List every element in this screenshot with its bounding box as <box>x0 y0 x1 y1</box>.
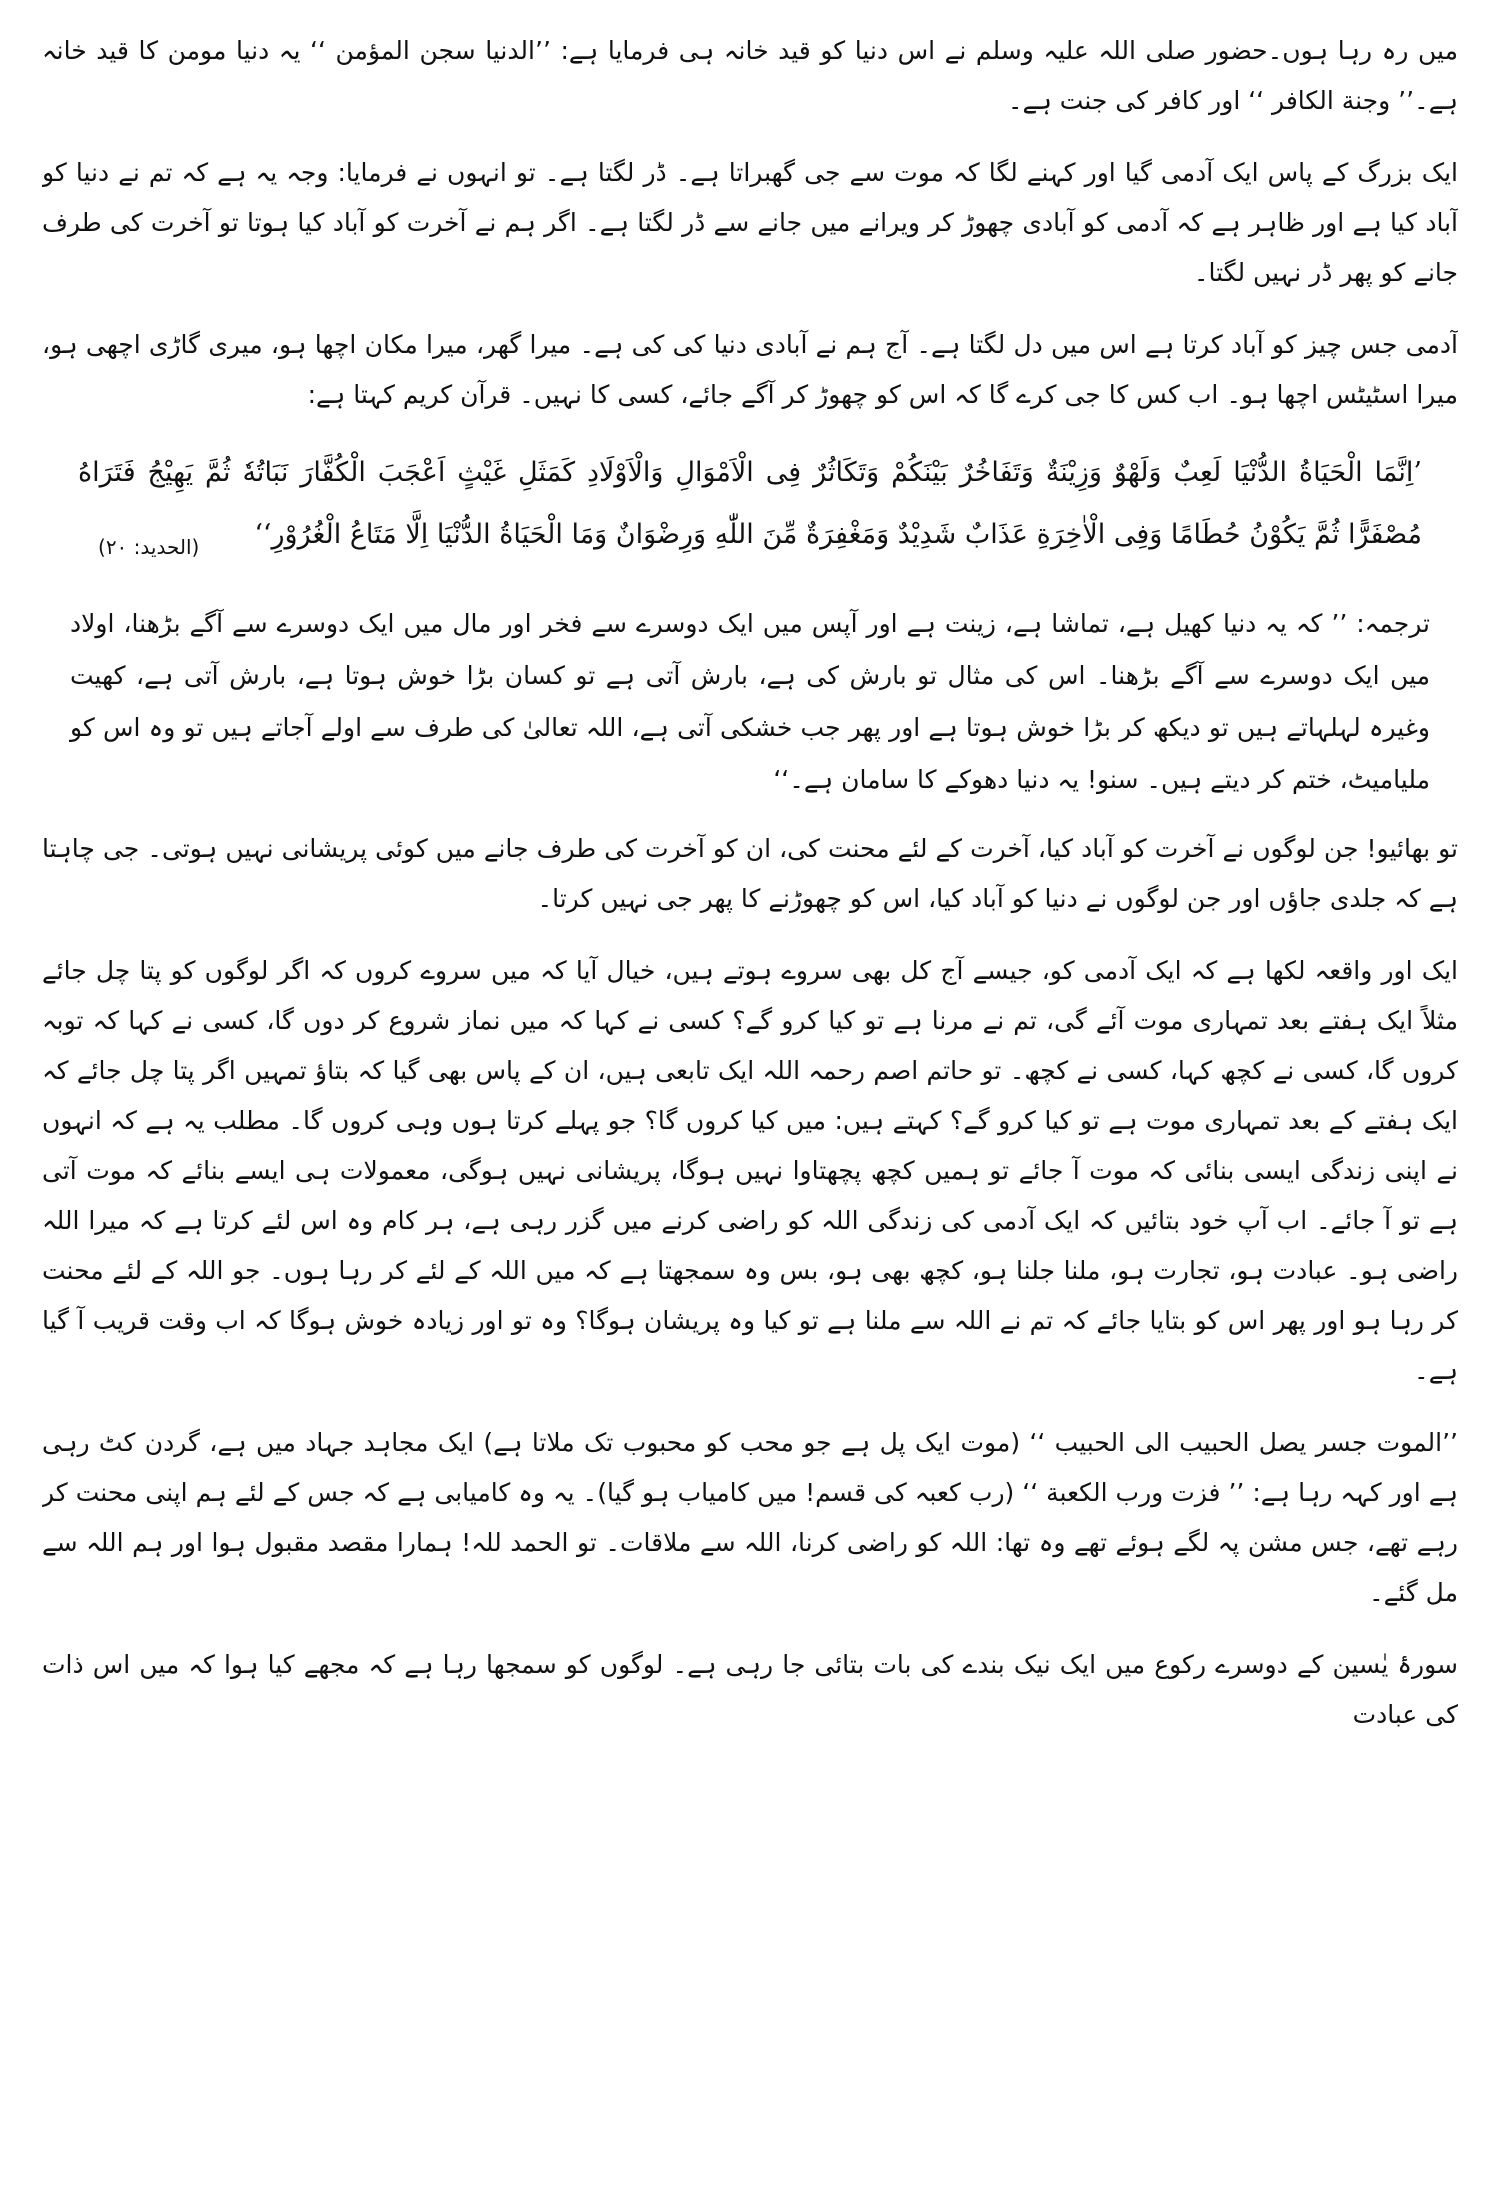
paragraph-7: سورۂ یٰسین کے دوسرے رکوع میں ایک نیک بندے کی بات بتائی جا رہی ہے۔ لوگوں کو سمجھا رہا ہے کہ مجھے کیا ہوا کہ میں اس ذات کی عبادت <box>42 1650 1458 1729</box>
paragraph-4: تو بھائیو! جن لوگوں نے آخرت کو آباد کیا، آخرت کے لئے محنت کی، ان کو آخرت کی طرف جانے میں کوئی پریشانی نہیں ہوتی۔ جی چاہتا ہے کہ جلدی جاؤں اور جن لوگوں نے دنیا کو آباد کیا، اس کو چھوڑنے کا پھر جی نہیں کرتا۔ <box>42 834 1458 913</box>
document-page <box>42 26 1458 2176</box>
paragraph-5: ایک اور واقعہ لکھا ہے کہ ایک آدمی کو، جیسے آج کل بھی سروے ہوتے ہیں، خیال آیا کہ میں سروے کروں کہ اگر لوگوں کو پتا چل جائے مثلاً ایک ہفتے بعد تمہاری موت آئے گی، تم نے مرنا ہے تو کیا کرو گے؟ کسی نے کہا کہ میں نماز شروع کر دوں گا، کسی نے کہا کہ توبہ کروں گا، کسی نے کچھ کہا، کسی نے کچھ۔ تو حاتم اصم رحمہ اللہ ایک تابعی ہیں، ان کے پاس بھی گیا کہ بتاؤ تمہیں اگر پتا چل جائے کہ ایک ہفتے کے بعد تمہاری موت ہے تو کیا کرو گے؟ کہتے ہیں: میں کیا کروں گا؟ جو پہلے کرتا ہوں وہی کروں گا۔ مطلب یہ ہے کہ انہوں نے اپنی زندگی ایسی بنائی کہ موت آ جائے تو ہمیں کچھ پچھتاوا نہیں ہوگا، پریشانی نہیں ہوگی، معمولات ہی ایسے بنائے کہ موت آتی ہے تو آ جائے۔ اب آپ خود بتائیں کہ ایک آدمی کی زندگی اللہ کو راضی کرنے میں گزر رہی ہے، ہر کام وہ اس لئے کرتا ہے کہ میرا اللہ راضی ہو۔ عبادت ہو، تجارت ہو، ملنا جلنا ہو، کچھ بھی ہو، بس وہ سمجھتا ہے کہ میں اللہ کے لئے کر رہا ہوں۔ جو اللہ کے لئے محنت کر رہا ہو اور پھر اس کو بتایا جائے کہ تم نے اللہ سے ملنا ہے تو کیا وہ پریشان ہوگا؟ وہ تو اور زیادہ خوش ہوگا کہ اب وقت قریب آ گیا ہے۔ <box>42 956 1458 1385</box>
paragraph-6: ’’الموت جسر یصل الحبیب الی الحبیب ‘‘ (موت ایک پل ہے جو محب کو محبوب تک ملاتا ہے) ایک مجاہد جہاد میں ہے، گردن کٹ رہی ہے اور کہہ رہا ہے: ’’ فزت ورب الکعبة ‘‘ (رب کعبہ کی قسم! میں کامیاب ہو گیا)۔ یہ وہ کامیابی ہے کہ جس کے لئے ہم اپنی محنت کر رہے تھے، جس مشن پہ لگے ہوئے تھے وہ تھا: اللہ کو راضی کرنا، اللہ سے ملاقات۔ تو الحمد للہ! ہمارا مقصد مقبول ہوا اور ہم اللہ سے مل گئے۔ <box>42 1428 1458 1607</box>
quran-verse-text: ’اِنَّمَا الْحَیَاةُ الدُّنْیَا لَعِبٌ وَلَهْوٌ وَزِیْنَةٌ وَتَفَاخُرٌ بَیْنَکُمْ وَتَکَاثُرٌ فِی الْاَمْوَالِ وَالْاَوْلَادِ کَمَثَلِ غَیْثٍ اَعْجَبَ الْکُفَّارَ نَبَاتُهٗ ثُمَّ یَهِیْجُ فَتَرَاهُ مُصْفَرًّا ثُمَّ یَکُوْنُ حُطَامًا وَفِی الْاٰخِرَةِ عَذَابٌ شَدِیْدٌ وَمَغْفِرَةٌ مِّنَ اللّٰهِ وَرِضْوَانٌ وَمَا الْحَیَاةُ الدُّنْیَا اِلَّا مَتَاعُ الْغُرُوْرِ‘‘ <box>78 457 1422 550</box>
paragraph-3: آدمی جس چیز کو آباد کرتا ہے اس میں دل لگتا ہے۔ آج ہم نے آبادی دنیا کی کی ہے۔ میرا گھر، میرا مکان اچھا ہو، میری گاڑی اچھی ہو، میرا اسٹیٹس اچھا ہو۔ اب کس کا جی کرے گا کہ اس کو چھوڑ کر آگے جائے، کسی کا نہیں۔ قرآن کریم کہتا ہے: <box>42 330 1458 409</box>
paragraph-1: میں رہ رہا ہوں۔حضور صلی اللہ علیہ وسلم نے اس دنیا کو قید خانہ ہی فرمایا ہے: ’’الدنیا سجن المؤمن ‘‘ یہ دنیا مومن کا قید خانہ ہے۔’’ وجنة الکافر ‘‘ اور کافر کی جنت ہے۔ <box>42 36 1458 115</box>
verse-translation: ترجمہ: ’’ کہ یہ دنیا کھیل ہے، تماشا ہے، زینت ہے اور آپس میں ایک دوسرے سے فخر اور مال میں ایک دوسرے سے آگے بڑھنا، اولاد میں ایک دوسرے سے آگے بڑھنا۔ اس کی مثال تو بارش کی ہے، بارش آتی ہے تو کسان بڑا خوش ہوتا ہے، بارش آتی ہے، کھیت وغیرہ لہلہاتے ہیں تو دیکھ کر بڑا خوش ہوتا ہے اور پھر جب خشکی آتی ہے، اللہ تعالیٰ کی طرف سے اولے آجاتے ہیں تو وہ اس کو ملیامیٹ، ختم کر دیتے ہیں۔ سنو! یہ دنیا دھوکے کا سامان ہے۔‘‘ <box>70 609 1430 794</box>
paragraph-2: ایک بزرگ کے پاس ایک آدمی گیا اور کہنے لگا کہ موت سے جی گھبراتا ہے۔ ڈر لگتا ہے۔ تو انہوں نے فرمایا: وجہ یہ ہے کہ تم نے دنیا کو آباد کیا ہے اور ظاہر ہے کہ آدمی کو آبادی چھوڑ کر ویرانے میں جانے سے ڈر لگتا ہے۔ اگر ہم نے آخرت کو آباد کیا ہوتا تو آخرت کی طرف جانے کو پھر ڈر نہیں لگتا۔ <box>42 158 1458 287</box>
quran-verse-block <box>78 442 1422 578</box>
quran-reference: (الحدید: ۲۰) <box>98 535 200 559</box>
